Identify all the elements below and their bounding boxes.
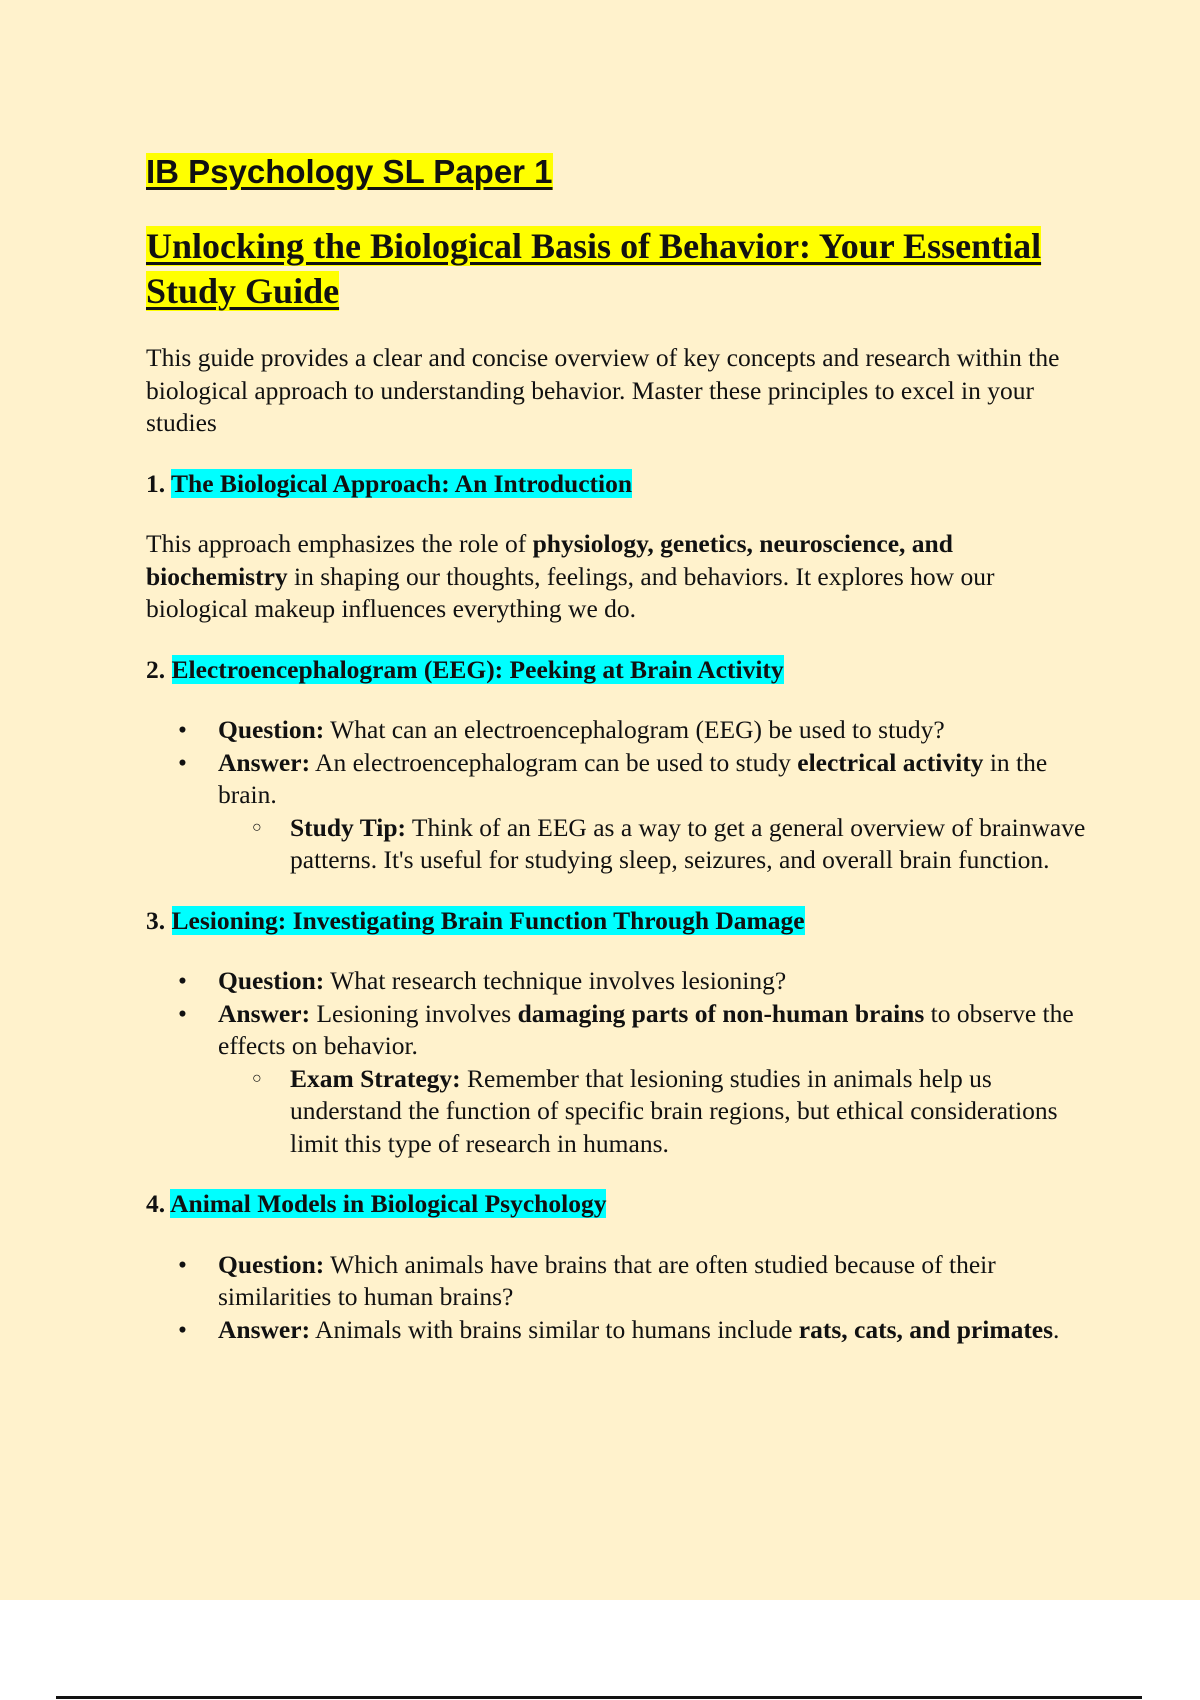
label: Question: [218,1249,325,1279]
list-item-strategy [218,1063,1096,1161]
bullet-icon: • [178,747,187,777]
text: in the brain. [218,747,1048,809]
section-title: Lesioning: Investigating Brain Function Through Damage [171,905,805,935]
document-content [146,150,1096,1346]
text: An electroencephalogram can be used to study [310,747,798,777]
section-heading-1 [146,468,1096,501]
text: What research technique involves lesioning? [324,966,787,995]
text: . [1053,1314,1060,1344]
bullet-icon: • [178,1249,187,1279]
text: Animals with brains similar to humans include [310,1314,799,1344]
bold-text: electrical activity [797,747,984,777]
section-1-paragraph [146,528,1096,626]
text: Think of an EEG as a way to get a general overview of brainwave patterns. It's useful for studying sleep, seizures, and overall brain function. [290,812,1086,874]
section-heading-2 [146,654,1096,687]
section-title: Animal Models in Biological Psychology [170,1189,607,1218]
bullet-icon: • [178,998,187,1028]
bullet-icon: • [178,1314,187,1344]
list-item-answer [146,998,1096,1161]
list-item-answer [146,1314,1096,1347]
list-item-tip [218,812,1096,877]
text: to observe the effects on behavior. [218,998,1074,1060]
text: What can an electroencephalogram (EEG) be used to study? [324,715,945,744]
section-3-list [146,965,1096,1160]
circle-bullet-icon: ○ [252,818,262,836]
section-title: Electroencephalogram (EEG): Peeking at Brain Activity [171,654,784,684]
list-item-question [146,714,1096,747]
bullet-icon: • [178,966,187,995]
text: in shaping our thoughts, feelings, and behaviors. It explores how our biological makeup influences everything we do. [146,561,995,623]
list-item-question [146,1249,1096,1314]
document-title [146,150,1096,194]
title-text: IB Psychology SL Paper 1 [146,153,553,190]
text: Remember that lesioning studies in animals help us understand the function of specific brain regions, but ethical considerations limit this type of research in humans. [290,1063,1058,1158]
label: Answer: [218,1314,311,1344]
bold-text: rats, cats, and primates [798,1314,1054,1344]
section-number: 3. [146,905,166,935]
section-2-list [146,714,1096,877]
bullet-icon: • [178,715,187,744]
label: Question: [218,715,325,744]
label: Exam Strategy: [290,1063,461,1093]
intro-paragraph: This guide provides a clear and concise overview of key concepts and research within the biological approach to understanding behavior. Master these principles to excel in your studies [146,343,1060,437]
section-heading-3 [146,905,1096,938]
section-number: 4. [146,1189,166,1218]
text: Which animals have brains that are often studied because of their similarities to human brains? [218,1249,996,1311]
text: This approach emphasizes the role of [146,529,533,558]
bold-text: physiology, genetics, neuroscience, and biochemistry [146,529,953,591]
section-number: 2. [146,654,166,684]
section-4-list [146,1249,1096,1347]
subtitle-text: Unlocking the Biological Basis of Behavior: Your Essential Study Guide [146,226,1042,311]
label: Question: [218,966,325,995]
section-title: The Biological Approach: An Introduction [171,468,633,498]
list-item-answer [146,747,1096,877]
label: Study Tip: [290,812,407,842]
sub-list [218,812,1096,877]
sub-list [218,1063,1096,1161]
document-subtitle [146,224,1096,314]
section-heading-4 [146,1188,1096,1221]
footer-rule [56,1696,1142,1699]
circle-bullet-icon: ○ [252,1069,262,1087]
list-item-question [146,965,1096,998]
section-number: 1. [146,468,166,498]
bold-text: damaging parts of non-human brains [517,998,925,1028]
label: Answer: [218,747,311,777]
text: Lesioning involves [310,998,518,1028]
label: Answer: [218,998,311,1028]
